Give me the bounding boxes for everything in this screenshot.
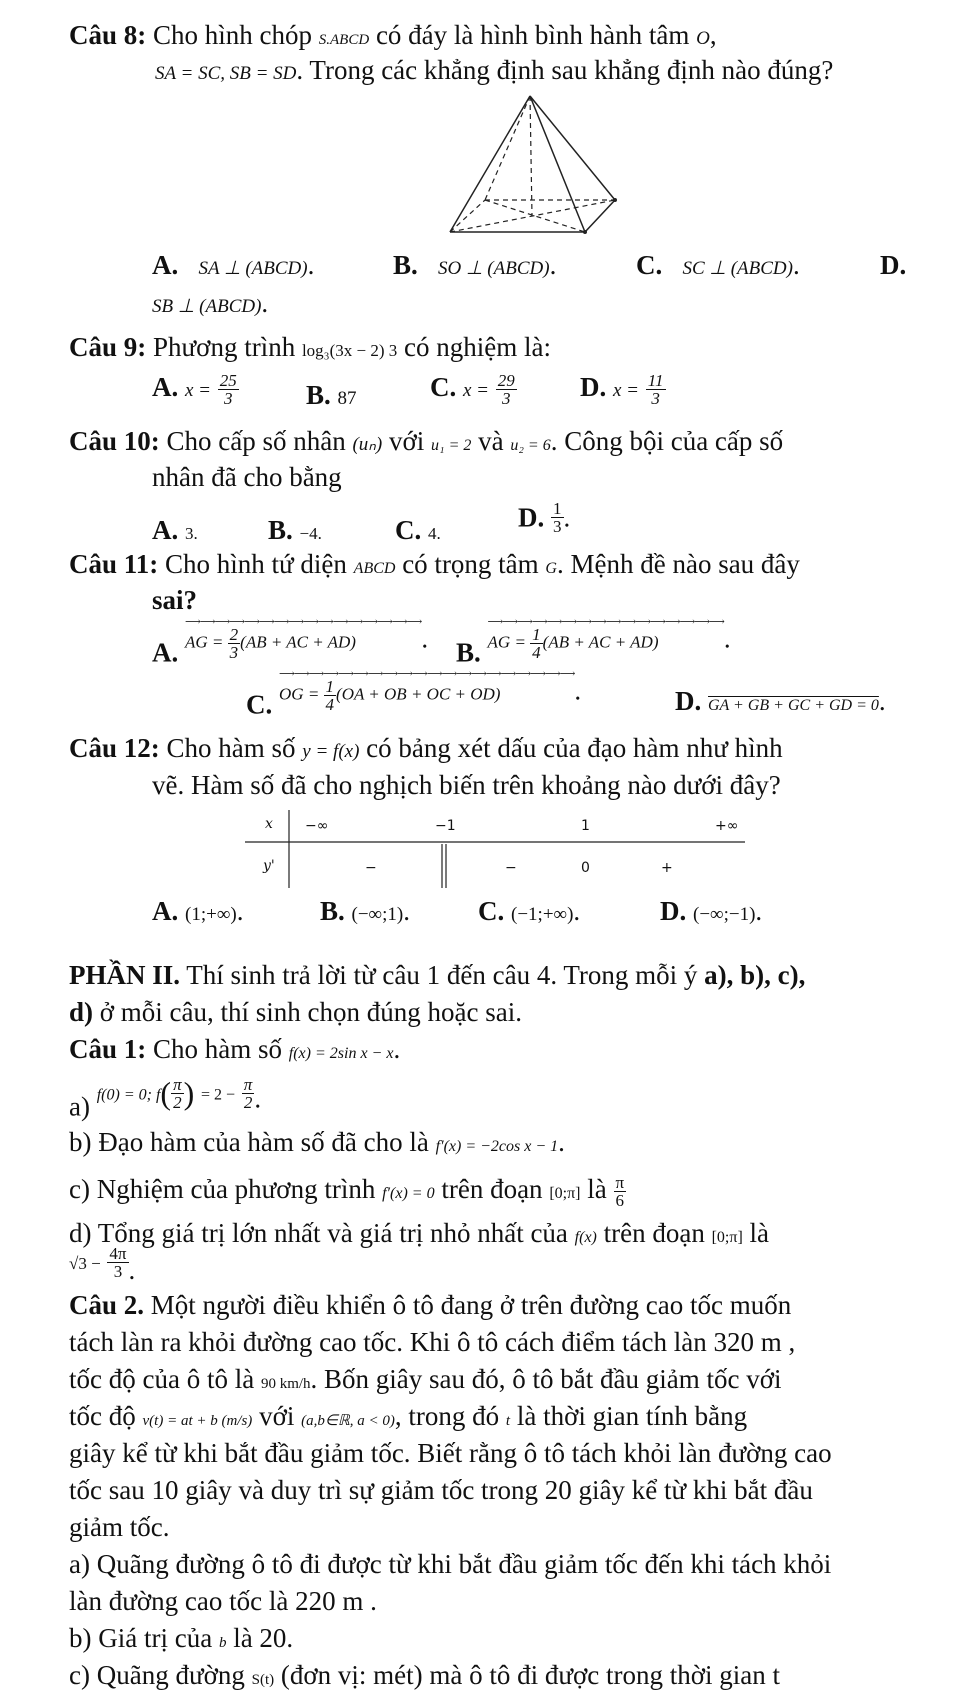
option-label: B. (393, 250, 418, 280)
p2q1-math: [0;π] (549, 1185, 581, 1202)
q9-option-d[interactable] (580, 372, 666, 407)
p2q1-c (69, 1174, 626, 1209)
q8-option-c[interactable] (636, 250, 800, 281)
q11-line2 (152, 585, 197, 616)
vector-expr: ⟶⟶⟶⟶⟶⟶⟶⟶⟶⟶⟶⟶⟶⟶⟶⟶ AG = $\frac{2}{3}$ (AB + AC + AD) (185, 616, 422, 662)
q8-line1 (69, 20, 717, 51)
p2q2-line8 (69, 1549, 831, 1580)
option-suffix: . (574, 675, 582, 706)
q11-text: có trọng tâm (395, 549, 546, 579)
p2q1-math: [0;π] (711, 1229, 743, 1246)
option-math: SA ⊥ (ABCD) (198, 258, 308, 279)
table-sign: + (661, 860, 673, 876)
option-math: GA + GB + GC + GD = 0 (708, 697, 879, 714)
table-x-value: +∞ (715, 818, 739, 834)
p2q2-text: a) Quãng đường ô tô đi được từ khi bắt đầu giảm tốc đến khi tách khỏi (69, 1549, 832, 1579)
p2q2-text: giảm tốc. (69, 1512, 170, 1542)
q8-text: . Trong các khẳng định sau khẳng định nào đúng? (296, 55, 834, 85)
p2q2-text: tốc độ của ô tô là (69, 1364, 261, 1394)
q12-option-b[interactable] (320, 896, 410, 927)
option-fraction (551, 500, 564, 535)
option-suffix: . (261, 288, 269, 318)
option-label: B. (320, 896, 345, 926)
p2q2-text: , trong đó (394, 1401, 506, 1431)
option-label: C. (246, 689, 273, 720)
q11-option-a[interactable] (152, 618, 428, 668)
option-fraction (228, 626, 241, 661)
p2q2-line1 (69, 1290, 791, 1321)
p2q2-line3 (69, 1364, 782, 1395)
p2q1-text: Cho hàm số (146, 1034, 289, 1064)
fraction-den: 3 (651, 389, 660, 409)
option-label: B. (306, 380, 331, 410)
vector-lhs: AG (185, 632, 208, 652)
fraction-den: 4 (532, 643, 541, 662)
option-suffix: . (236, 896, 244, 926)
p2q2-math: S(t) (251, 1672, 275, 1688)
p2q1-text: . (128, 1255, 136, 1285)
option-suffix: . (878, 686, 886, 716)
option-math: SC ⊥ (ABCD) (682, 258, 793, 279)
option-math: (−1;+∞) (511, 904, 574, 925)
p2q2-text: làn đường cao tốc là 220 m . (69, 1586, 377, 1616)
fraction-num: 1 (325, 677, 335, 696)
option-fraction (496, 372, 517, 407)
p2q1-label: Câu 1: (69, 1034, 147, 1064)
fraction-den: 2 (173, 1092, 182, 1112)
p2q1-text: d) Tổng giá trị lớn nhất và giá trị nhỏ nhất của (69, 1218, 575, 1248)
p2q1-fraction (614, 1174, 627, 1209)
p2q2-math: t (505, 1413, 511, 1429)
fraction-num: 25 (219, 371, 237, 391)
p2q2-text: Một người điều khiển ô tô đang ở trên đường cao tốc muốn (144, 1290, 792, 1320)
q11-line1 (69, 549, 800, 580)
fraction-num: 2 (229, 625, 239, 644)
q8-option-a[interactable] (152, 250, 314, 281)
option-math: 87 (337, 388, 357, 409)
q8-math-o: O (696, 28, 710, 49)
p2q1-text: . (393, 1034, 401, 1064)
option-suffix: . (563, 502, 571, 533)
q12-text: vẽ. Hàm số đã cho nghịch biến trên khoảng nào dưới đây? (152, 770, 781, 800)
fraction-den: 3 (229, 643, 239, 662)
q9-option-b[interactable] (306, 380, 357, 411)
option-fraction (530, 626, 543, 661)
q10-text: và (471, 426, 511, 456)
p2q2-text: tốc sau 10 giây và duy trì sự giảm tốc trong 20 giây kể từ khi bắt đầu (69, 1475, 813, 1505)
vector-rhs: (OA + OB + OC + OD) (336, 684, 501, 704)
q11-label: Câu 11: (69, 549, 159, 579)
q8-option-d[interactable] (880, 250, 906, 281)
vector-rhs: (AB + AC + AD) (240, 632, 356, 652)
option-math: (−∞;−1) (693, 904, 756, 925)
p2q2-line7 (69, 1512, 169, 1543)
part2-text: d) (69, 997, 94, 1027)
p2q2-math: (a,b∈ℝ, a < 0) (301, 1413, 395, 1429)
q12-line2 (152, 770, 781, 801)
q11-option-b[interactable] (456, 618, 731, 668)
fraction-den: 3 (502, 389, 511, 409)
q11-text: . Mệnh đề nào sau đây (556, 549, 800, 579)
p2q1-text: . (254, 1083, 262, 1114)
vector-lhs: AG (487, 632, 511, 652)
p2q1-fraction (171, 1076, 184, 1111)
fraction-num: π (243, 1074, 253, 1094)
option-label: A. (152, 896, 179, 926)
option-math: −4 (299, 524, 318, 543)
table-x-value: 1 (581, 818, 590, 834)
q11-option-c[interactable] (246, 670, 581, 720)
paren-close: ) (183, 1075, 195, 1111)
p2q1-text: là (742, 1218, 770, 1248)
option-label: A. (152, 515, 179, 545)
q12-option-a[interactable] (152, 896, 243, 927)
option-label: C. (478, 896, 505, 926)
option-label: D. (675, 686, 702, 716)
p2q2-line6 (69, 1475, 813, 1506)
p2q2-text: . Bốn giây sau đó, ô tô bắt đầu giảm tốc với (310, 1364, 782, 1394)
fraction-den: 2 (243, 1092, 253, 1112)
vector-rhs: (AB + AC + AD) (542, 632, 659, 652)
option-math: x = (613, 380, 640, 401)
table-x-value: −1 (435, 818, 456, 834)
q10-option-d[interactable] (518, 500, 570, 535)
paren-open: ( (160, 1075, 172, 1111)
q8-text: , (709, 20, 717, 50)
fraction-num: π (615, 1173, 625, 1193)
option-math: x = (185, 380, 212, 401)
fraction-den: 4 (325, 695, 335, 714)
p2q2-line10 (69, 1623, 293, 1654)
option-suffix: . (549, 250, 557, 280)
p2q1-b (69, 1127, 565, 1158)
p2q1-math: = 2 − (201, 1086, 236, 1104)
table-x-value: −∞ (305, 818, 329, 834)
fraction-num: 4π (109, 1244, 127, 1264)
fraction-den: 3 (224, 389, 233, 409)
q12-option-d[interactable] (660, 896, 762, 927)
q12-label: Câu 12: (69, 733, 160, 763)
q10-math: u₂ = 6 (510, 437, 551, 454)
p2q2-label: Câu 2. (69, 1290, 145, 1320)
option-math: 3 (185, 524, 194, 543)
sign-table (245, 810, 745, 888)
fraction-den: 3 (553, 517, 562, 537)
q10-option-a[interactable] (152, 515, 198, 546)
fraction-den: 6 (615, 1191, 625, 1211)
q8-option-d-math (152, 288, 268, 319)
fraction-num: 1 (532, 625, 541, 644)
p2q2-math: 90 km/h (260, 1376, 311, 1392)
part2-text: a), b), c), (704, 960, 806, 990)
p2q1-text: a) (69, 1091, 90, 1122)
option-fraction (646, 372, 666, 407)
p2q2-text: giây kể từ khi bắt đầu giảm tốc. Biết rằng ô tô tách khỏi làn đường cao (69, 1438, 832, 1468)
option-suffix: . (723, 623, 731, 654)
p2q1-text: b) Đạo hàm của hàm số đã cho là (69, 1127, 436, 1157)
vector-expr: ⟶⟶⟶⟶⟶⟶⟶⟶⟶⟶⟶⟶⟶⟶⟶⟶ AG = $\frac{1}{4}$ (AB + AC + AD) (487, 616, 724, 662)
q10-text: nhân đã cho bằng (152, 462, 342, 492)
p2q2-line2 (69, 1327, 795, 1358)
p2q1-math: f(x) = 2sin x − x (288, 1045, 394, 1062)
q12-text: Cho hàm số (159, 733, 303, 763)
p2q1-math: f′(x) = −2cos x − 1 (435, 1138, 559, 1155)
option-label: D. (518, 502, 545, 533)
option-suffix: . (436, 524, 441, 543)
q10-text: với (382, 426, 431, 456)
table-x-label: x (265, 816, 273, 832)
p2q1-line1 (69, 1034, 400, 1065)
option-math: x = (463, 380, 490, 401)
q11-text: Cho hình tứ diện (158, 549, 354, 579)
table-yprime-label: y' (263, 858, 275, 874)
p2q1-math: f′(x) = 0 (382, 1185, 435, 1202)
q9-text: Phương trình (146, 332, 302, 362)
part2-title: PHẦN II. (69, 960, 181, 990)
vector-lhs: OG (279, 684, 304, 704)
q8-text: có đáy là hình bình hành tâm (369, 20, 697, 50)
p2q2-line9 (69, 1586, 377, 1617)
p2q2-line5 (69, 1438, 832, 1469)
part2-text: ở mỗi câu, thí sinh chọn đúng hoặc sai. (93, 997, 522, 1027)
q10-option-c[interactable] (395, 515, 441, 546)
p2q2-text: tốc độ (69, 1401, 143, 1431)
q8-text: Cho hình chóp (146, 20, 319, 50)
q8-math-eq: SA = SC, SB = SD (155, 63, 297, 84)
q10-text: Cho cấp số nhân (159, 426, 353, 456)
option-fraction (324, 678, 337, 713)
vector-expr: ⟶⟶⟶⟶⟶⟶⟶⟶⟶⟶⟶⟶⟶⟶⟶⟶⟶⟶⟶⟶ OG = $\frac{1}{4}$ (OA + OB + OC + OD) (279, 668, 575, 714)
fraction-den: 3 (113, 1262, 123, 1282)
option-math: (−∞;1) (351, 904, 404, 925)
table-sign: 0 (581, 860, 590, 876)
fraction-num: 11 (647, 371, 664, 391)
q8-label: Câu 8: (69, 20, 147, 50)
option-suffix: . (573, 896, 581, 926)
option-math: 4 (428, 524, 437, 543)
p2q1-math: f(x) (574, 1229, 597, 1246)
option-label: C. (636, 250, 663, 280)
option-label: D. (880, 250, 907, 280)
table-sign: − (505, 860, 517, 876)
p2q2-line11 (69, 1660, 780, 1691)
q9-math: log₃(3x − 2) 3 (301, 341, 398, 360)
p2q2-text: c) Quãng đường (69, 1660, 252, 1690)
p2q1-math: √3 − (69, 1254, 101, 1273)
q11-math: G (545, 560, 557, 577)
q10-math: u₁ = 2 (431, 437, 472, 454)
fraction-num: π (173, 1074, 182, 1094)
p2q1-fraction (107, 1245, 128, 1280)
option-suffix: . (317, 524, 322, 543)
table-sign: − (365, 860, 377, 876)
q12-text: có bảng xét dấu của đạo hàm như hình (359, 733, 783, 763)
option-label: A. (152, 372, 179, 402)
q11-option-d[interactable] (675, 686, 886, 717)
option-suffix: . (755, 896, 763, 926)
q12-line1 (69, 733, 783, 764)
q10-line2 (152, 462, 342, 493)
option-label: D. (660, 896, 687, 926)
q8-line2 (155, 55, 833, 86)
p2q2-text: b) Giá trị của (69, 1623, 219, 1653)
option-label: A. (152, 637, 179, 668)
q12-math: y = f(x) (302, 741, 360, 762)
option-math: SO ⊥ (ABCD) (438, 258, 550, 279)
p2q1-a (69, 1075, 261, 1123)
option-suffix: . (421, 623, 429, 654)
p2q1-d (69, 1218, 769, 1249)
p2q2-text: tách làn ra khỏi đường cao tốc. Khi ô tô cách điểm tách làn 320 m , (69, 1327, 796, 1357)
option-suffix: . (193, 524, 198, 543)
option-suffix: . (792, 250, 800, 280)
p2q1-fraction (242, 1076, 255, 1111)
p2q1-text: c) Nghiệm của phương trình (69, 1174, 383, 1204)
q11-text: sai? (152, 585, 198, 615)
q10-line1 (69, 426, 783, 457)
q9-text: có nghiệm là: (397, 332, 551, 362)
p2q2-text: (đơn vị: mét) mà ô tô đi được trong thời gian t (274, 1660, 781, 1690)
q9-label: Câu 9: (69, 332, 147, 362)
q10-math: (uₙ) (352, 434, 383, 455)
pyramid-figure (440, 92, 640, 242)
p2q2-math: v(t) = at + b (m/s) (142, 1413, 253, 1429)
p2q2-text: là thời gian tính bằng (510, 1401, 748, 1431)
p2q1-text: . (558, 1127, 565, 1157)
q10-text: . Công bội của cấp số (550, 426, 784, 456)
p2q1-d-value (69, 1245, 135, 1286)
option-label: B. (456, 637, 481, 668)
q9-option-a[interactable] (152, 372, 239, 407)
p2q1-text: trên đoạn (596, 1218, 712, 1248)
q10-option-b[interactable] (268, 515, 322, 546)
option-label: C. (395, 515, 422, 545)
p2q2-text: là 20. (226, 1623, 294, 1653)
part2-text: Thí sinh trả lời từ câu 1 đến câu 4. Trong mỗi ý (180, 960, 705, 990)
q8-option-b[interactable] (393, 250, 556, 281)
q9-option-c[interactable] (430, 372, 517, 407)
q8-math-pyramid: S.ABCD (318, 32, 370, 48)
p2q1-text: là (580, 1174, 614, 1204)
option-suffix: . (307, 250, 315, 280)
part2-line1 (69, 960, 805, 991)
option-suffix: . (403, 896, 410, 926)
fraction-num: 29 (497, 371, 515, 391)
option-math: SB ⊥ (ABCD) (152, 296, 262, 317)
option-label: D. (580, 372, 607, 402)
q10-label: Câu 10: (69, 426, 160, 456)
q9-line1 (69, 332, 551, 363)
option-math: (1;+∞) (185, 904, 237, 925)
option-label: B. (268, 515, 293, 545)
fraction-num: 1 (553, 499, 562, 519)
p2q2-math: b (218, 1635, 227, 1651)
p2q1-text: trên đoạn (434, 1174, 550, 1204)
option-label: C. (430, 372, 457, 402)
q12-option-c[interactable] (478, 896, 580, 927)
p2q2-line4 (69, 1401, 747, 1432)
p2q2-text: với (252, 1401, 302, 1431)
option-fraction (218, 372, 239, 407)
q11-math: ABCD (353, 560, 396, 577)
p2q1-math: f(0) = 0; f (96, 1086, 161, 1104)
option-label: A. (152, 250, 179, 280)
part2-line2 (69, 997, 522, 1028)
